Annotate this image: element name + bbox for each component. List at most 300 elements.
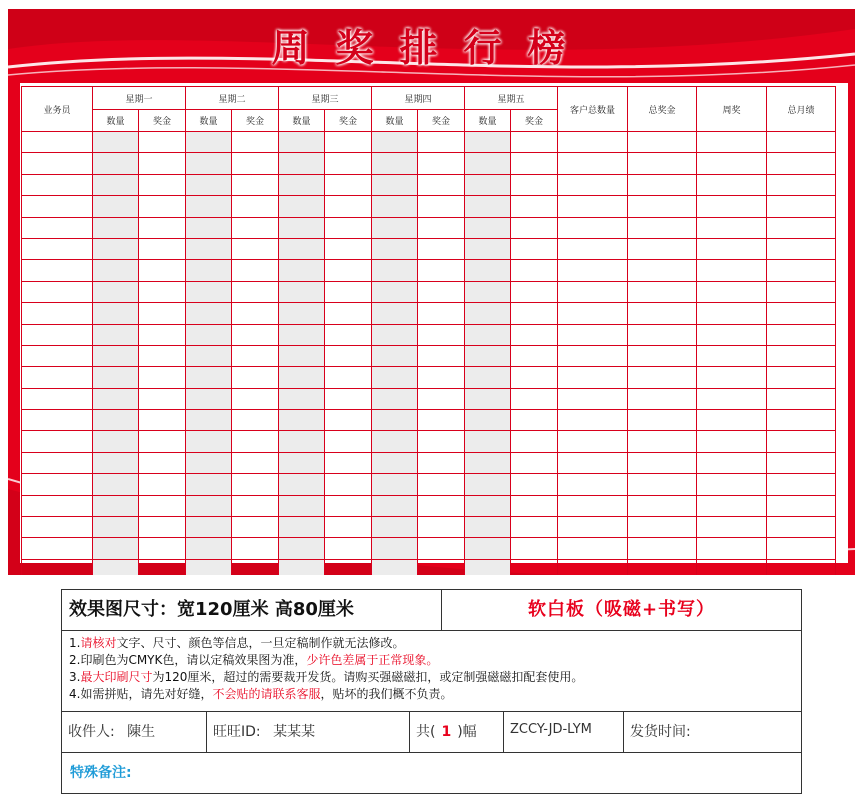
table-cell[interactable] — [139, 388, 186, 409]
table-cell[interactable] — [186, 388, 232, 409]
table-cell[interactable] — [186, 410, 232, 431]
table-cell[interactable] — [558, 431, 628, 452]
table-cell[interactable] — [139, 538, 186, 559]
table-cell[interactable] — [465, 153, 511, 174]
table-cell[interactable] — [372, 538, 418, 559]
table-cell[interactable] — [232, 303, 279, 324]
table-cell[interactable] — [232, 410, 279, 431]
table-cell[interactable] — [139, 281, 186, 302]
table-cell[interactable] — [232, 538, 279, 559]
table-cell[interactable] — [186, 324, 232, 345]
table-cell[interactable] — [22, 281, 93, 302]
table-cell[interactable] — [558, 517, 628, 538]
table-cell[interactable] — [186, 517, 232, 538]
table-cell[interactable] — [418, 538, 465, 559]
table-cell[interactable] — [139, 410, 186, 431]
table-cell[interactable] — [279, 431, 325, 452]
table-cell[interactable] — [767, 238, 836, 259]
table-cell[interactable] — [139, 132, 186, 153]
table-cell[interactable] — [22, 153, 93, 174]
table-cell[interactable] — [628, 345, 697, 366]
table-cell[interactable] — [418, 303, 465, 324]
table-cell[interactable] — [186, 452, 232, 473]
table-cell[interactable] — [628, 303, 697, 324]
table-cell[interactable] — [139, 303, 186, 324]
table-cell[interactable] — [279, 174, 325, 195]
table-cell[interactable] — [465, 452, 511, 473]
table-cell[interactable] — [325, 495, 372, 516]
table-cell[interactable] — [511, 452, 558, 473]
table-cell[interactable] — [767, 474, 836, 495]
table-cell[interactable] — [558, 174, 628, 195]
table-cell[interactable] — [511, 517, 558, 538]
table-cell[interactable] — [186, 495, 232, 516]
table-cell[interactable] — [22, 345, 93, 366]
table-cell[interactable] — [697, 324, 767, 345]
table-cell[interactable] — [465, 559, 511, 575]
table-cell[interactable] — [628, 410, 697, 431]
table-cell[interactable] — [767, 303, 836, 324]
table-cell[interactable] — [558, 303, 628, 324]
table-cell[interactable] — [418, 196, 465, 217]
table-cell[interactable] — [22, 217, 93, 238]
table-cell[interactable] — [558, 153, 628, 174]
table-cell[interactable] — [93, 324, 139, 345]
table-cell[interactable] — [22, 431, 93, 452]
table-cell[interactable] — [232, 345, 279, 366]
table-cell[interactable] — [697, 345, 767, 366]
table-cell[interactable] — [697, 495, 767, 516]
table-cell[interactable] — [22, 367, 93, 388]
table-cell[interactable] — [372, 324, 418, 345]
table-cell[interactable] — [511, 238, 558, 259]
table-cell[interactable] — [418, 174, 465, 195]
table-cell[interactable] — [628, 474, 697, 495]
table-cell[interactable] — [279, 132, 325, 153]
table-cell[interactable] — [628, 196, 697, 217]
table-cell[interactable] — [186, 474, 232, 495]
table-cell[interactable] — [139, 345, 186, 366]
table-cell[interactable] — [511, 153, 558, 174]
table-cell[interactable] — [325, 388, 372, 409]
table-cell[interactable] — [186, 559, 232, 575]
table-cell[interactable] — [186, 217, 232, 238]
table-cell[interactable] — [697, 388, 767, 409]
table-cell[interactable] — [697, 559, 767, 575]
table-cell[interactable] — [232, 153, 279, 174]
table-cell[interactable] — [372, 517, 418, 538]
table-cell[interactable] — [139, 217, 186, 238]
table-cell[interactable] — [465, 196, 511, 217]
table-cell[interactable] — [418, 388, 465, 409]
table-cell[interactable] — [22, 388, 93, 409]
table-cell[interactable] — [628, 132, 697, 153]
table-cell[interactable] — [279, 538, 325, 559]
table-cell[interactable] — [232, 517, 279, 538]
table-cell[interactable] — [279, 367, 325, 388]
table-cell[interactable] — [232, 495, 279, 516]
table-cell[interactable] — [767, 517, 836, 538]
table-cell[interactable] — [372, 303, 418, 324]
table-cell[interactable] — [372, 153, 418, 174]
table-cell[interactable] — [279, 303, 325, 324]
table-cell[interactable] — [511, 538, 558, 559]
table-cell[interactable] — [93, 303, 139, 324]
table-cell[interactable] — [279, 260, 325, 281]
table-cell[interactable] — [697, 196, 767, 217]
table-cell[interactable] — [465, 217, 511, 238]
table-cell[interactable] — [418, 474, 465, 495]
table-cell[interactable] — [279, 474, 325, 495]
table-cell[interactable] — [372, 474, 418, 495]
table-cell[interactable] — [465, 174, 511, 195]
table-cell[interactable] — [628, 517, 697, 538]
table-cell[interactable] — [511, 431, 558, 452]
table-cell[interactable] — [325, 217, 372, 238]
table-cell[interactable] — [325, 324, 372, 345]
table-cell[interactable] — [697, 281, 767, 302]
table-cell[interactable] — [325, 238, 372, 259]
table-cell[interactable] — [139, 495, 186, 516]
table-cell[interactable] — [418, 452, 465, 473]
table-cell[interactable] — [558, 367, 628, 388]
table-cell[interactable] — [22, 474, 93, 495]
table-cell[interactable] — [22, 559, 93, 575]
table-cell[interactable] — [186, 367, 232, 388]
table-cell[interactable] — [325, 153, 372, 174]
table-cell[interactable] — [232, 196, 279, 217]
table-cell[interactable] — [372, 410, 418, 431]
table-cell[interactable] — [325, 281, 372, 302]
table-cell[interactable] — [279, 153, 325, 174]
table-cell[interactable] — [465, 345, 511, 366]
table-cell[interactable] — [139, 238, 186, 259]
table-cell[interactable] — [232, 324, 279, 345]
table-cell[interactable] — [511, 281, 558, 302]
table-cell[interactable] — [325, 431, 372, 452]
table-cell[interactable] — [767, 495, 836, 516]
table-cell[interactable] — [186, 132, 232, 153]
table-cell[interactable] — [558, 196, 628, 217]
table-cell[interactable] — [418, 517, 465, 538]
table-cell[interactable] — [465, 495, 511, 516]
table-cell[interactable] — [418, 217, 465, 238]
table-cell[interactable] — [465, 367, 511, 388]
table-cell[interactable] — [372, 260, 418, 281]
table-cell[interactable] — [93, 559, 139, 575]
table-cell[interactable] — [767, 132, 836, 153]
table-cell[interactable] — [279, 238, 325, 259]
table-cell[interactable] — [418, 238, 465, 259]
table-cell[interactable] — [232, 367, 279, 388]
table-cell[interactable] — [767, 196, 836, 217]
table-cell[interactable] — [558, 281, 628, 302]
table-cell[interactable] — [22, 517, 93, 538]
table-cell[interactable] — [511, 474, 558, 495]
table-cell[interactable] — [93, 238, 139, 259]
table-cell[interactable] — [372, 217, 418, 238]
table-cell[interactable] — [418, 281, 465, 302]
table-cell[interactable] — [372, 238, 418, 259]
table-cell[interactable] — [465, 260, 511, 281]
table-cell[interactable] — [418, 410, 465, 431]
table-cell[interactable] — [22, 196, 93, 217]
table-cell[interactable] — [139, 431, 186, 452]
table-cell[interactable] — [186, 174, 232, 195]
table-cell[interactable] — [372, 559, 418, 575]
table-cell[interactable] — [558, 559, 628, 575]
table-cell[interactable] — [93, 431, 139, 452]
table-cell[interactable] — [279, 196, 325, 217]
table-cell[interactable] — [325, 132, 372, 153]
table-cell[interactable] — [697, 303, 767, 324]
table-cell[interactable] — [511, 260, 558, 281]
table-cell[interactable] — [232, 431, 279, 452]
table-cell[interactable] — [325, 367, 372, 388]
table-cell[interactable] — [325, 196, 372, 217]
table-cell[interactable] — [465, 303, 511, 324]
table-cell[interactable] — [767, 153, 836, 174]
table-cell[interactable] — [139, 324, 186, 345]
table-cell[interactable] — [372, 281, 418, 302]
table-cell[interactable] — [558, 345, 628, 366]
table-cell[interactable] — [465, 538, 511, 559]
table-cell[interactable] — [511, 410, 558, 431]
table-cell[interactable] — [511, 196, 558, 217]
table-cell[interactable] — [418, 495, 465, 516]
table-cell[interactable] — [186, 281, 232, 302]
table-cell[interactable] — [22, 452, 93, 473]
table-cell[interactable] — [511, 217, 558, 238]
table-cell[interactable] — [697, 367, 767, 388]
table-cell[interactable] — [93, 260, 139, 281]
table-cell[interactable] — [511, 303, 558, 324]
table-cell[interactable] — [628, 559, 697, 575]
table-cell[interactable] — [93, 281, 139, 302]
table-cell[interactable] — [186, 238, 232, 259]
table-cell[interactable] — [628, 153, 697, 174]
table-cell[interactable] — [418, 345, 465, 366]
table-cell[interactable] — [465, 388, 511, 409]
table-cell[interactable] — [697, 238, 767, 259]
table-cell[interactable] — [558, 132, 628, 153]
table-cell[interactable] — [767, 367, 836, 388]
table-cell[interactable] — [558, 538, 628, 559]
table-cell[interactable] — [22, 303, 93, 324]
table-cell[interactable] — [465, 410, 511, 431]
table-cell[interactable] — [697, 474, 767, 495]
table-cell[interactable] — [767, 345, 836, 366]
table-cell[interactable] — [628, 238, 697, 259]
table-cell[interactable] — [279, 495, 325, 516]
table-cell[interactable] — [558, 410, 628, 431]
table-cell[interactable] — [767, 217, 836, 238]
table-cell[interactable] — [139, 452, 186, 473]
table-cell[interactable] — [232, 260, 279, 281]
table-cell[interactable] — [628, 260, 697, 281]
table-cell[interactable] — [697, 132, 767, 153]
table-cell[interactable] — [186, 153, 232, 174]
table-cell[interactable] — [372, 367, 418, 388]
table-cell[interactable] — [22, 174, 93, 195]
table-cell[interactable] — [558, 452, 628, 473]
table-cell[interactable] — [372, 452, 418, 473]
table-cell[interactable] — [697, 538, 767, 559]
table-cell[interactable] — [325, 260, 372, 281]
table-cell[interactable] — [465, 281, 511, 302]
table-cell[interactable] — [628, 324, 697, 345]
table-cell[interactable] — [558, 217, 628, 238]
table-cell[interactable] — [139, 517, 186, 538]
table-cell[interactable] — [93, 367, 139, 388]
table-cell[interactable] — [767, 538, 836, 559]
table-cell[interactable] — [93, 217, 139, 238]
table-cell[interactable] — [767, 281, 836, 302]
table-cell[interactable] — [418, 324, 465, 345]
table-cell[interactable] — [232, 388, 279, 409]
table-cell[interactable] — [767, 324, 836, 345]
table-cell[interactable] — [372, 345, 418, 366]
table-cell[interactable] — [93, 174, 139, 195]
table-cell[interactable] — [232, 174, 279, 195]
table-cell[interactable] — [628, 281, 697, 302]
table-cell[interactable] — [628, 452, 697, 473]
table-cell[interactable] — [418, 132, 465, 153]
table-cell[interactable] — [697, 153, 767, 174]
table-cell[interactable] — [22, 238, 93, 259]
table-cell[interactable] — [279, 324, 325, 345]
table-cell[interactable] — [511, 132, 558, 153]
table-cell[interactable] — [558, 260, 628, 281]
table-cell[interactable] — [93, 517, 139, 538]
table-cell[interactable] — [22, 132, 93, 153]
table-cell[interactable] — [418, 559, 465, 575]
table-cell[interactable] — [325, 410, 372, 431]
table-cell[interactable] — [628, 174, 697, 195]
table-cell[interactable] — [22, 324, 93, 345]
table-cell[interactable] — [465, 431, 511, 452]
table-cell[interactable] — [93, 495, 139, 516]
table-cell[interactable] — [279, 217, 325, 238]
table-cell[interactable] — [372, 431, 418, 452]
table-cell[interactable] — [372, 388, 418, 409]
table-cell[interactable] — [465, 324, 511, 345]
table-cell[interactable] — [418, 367, 465, 388]
table-cell[interactable] — [232, 281, 279, 302]
table-cell[interactable] — [767, 452, 836, 473]
table-cell[interactable] — [93, 474, 139, 495]
table-cell[interactable] — [325, 174, 372, 195]
table-cell[interactable] — [628, 217, 697, 238]
table-cell[interactable] — [279, 517, 325, 538]
table-cell[interactable] — [697, 217, 767, 238]
table-cell[interactable] — [628, 495, 697, 516]
table-cell[interactable] — [279, 281, 325, 302]
table-cell[interactable] — [418, 153, 465, 174]
table-cell[interactable] — [22, 260, 93, 281]
table-cell[interactable] — [139, 474, 186, 495]
table-cell[interactable] — [22, 495, 93, 516]
table-cell[interactable] — [697, 517, 767, 538]
table-cell[interactable] — [628, 538, 697, 559]
table-cell[interactable] — [767, 174, 836, 195]
table-cell[interactable] — [139, 559, 186, 575]
table-cell[interactable] — [139, 174, 186, 195]
table-cell[interactable] — [697, 452, 767, 473]
table-cell[interactable] — [697, 431, 767, 452]
table-cell[interactable] — [511, 345, 558, 366]
table-cell[interactable] — [511, 388, 558, 409]
table-cell[interactable] — [279, 559, 325, 575]
table-cell[interactable] — [232, 238, 279, 259]
table-cell[interactable] — [22, 410, 93, 431]
table-cell[interactable] — [767, 559, 836, 575]
table-cell[interactable] — [628, 431, 697, 452]
table-cell[interactable] — [186, 538, 232, 559]
table-cell[interactable] — [232, 559, 279, 575]
table-cell[interactable] — [465, 474, 511, 495]
table-cell[interactable] — [279, 388, 325, 409]
table-cell[interactable] — [418, 260, 465, 281]
table-cell[interactable] — [558, 324, 628, 345]
table-cell[interactable] — [93, 410, 139, 431]
table-cell[interactable] — [558, 388, 628, 409]
table-cell[interactable] — [93, 153, 139, 174]
table-cell[interactable] — [186, 431, 232, 452]
table-cell[interactable] — [325, 345, 372, 366]
table-cell[interactable] — [325, 474, 372, 495]
table-cell[interactable] — [93, 538, 139, 559]
table-cell[interactable] — [465, 517, 511, 538]
table-cell[interactable] — [93, 345, 139, 366]
table-cell[interactable] — [767, 260, 836, 281]
table-cell[interactable] — [511, 559, 558, 575]
table-cell[interactable] — [372, 174, 418, 195]
table-cell[interactable] — [139, 196, 186, 217]
table-cell[interactable] — [372, 495, 418, 516]
table-cell[interactable] — [279, 410, 325, 431]
table-cell[interactable] — [279, 345, 325, 366]
table-cell[interactable] — [511, 495, 558, 516]
table-cell[interactable] — [372, 196, 418, 217]
table-cell[interactable] — [767, 431, 836, 452]
table-cell[interactable] — [325, 559, 372, 575]
table-cell[interactable] — [767, 410, 836, 431]
table-cell[interactable] — [93, 452, 139, 473]
table-cell[interactable] — [325, 517, 372, 538]
table-cell[interactable] — [511, 174, 558, 195]
table-cell[interactable] — [186, 303, 232, 324]
table-cell[interactable] — [139, 367, 186, 388]
table-cell[interactable] — [418, 431, 465, 452]
table-cell[interactable] — [186, 260, 232, 281]
table-cell[interactable] — [93, 196, 139, 217]
table-cell[interactable] — [186, 345, 232, 366]
table-cell[interactable] — [325, 452, 372, 473]
table-cell[interactable] — [325, 303, 372, 324]
table-cell[interactable] — [697, 260, 767, 281]
table-cell[interactable] — [139, 153, 186, 174]
table-cell[interactable] — [93, 388, 139, 409]
table-cell[interactable] — [232, 474, 279, 495]
table-cell[interactable] — [767, 388, 836, 409]
table-cell[interactable] — [325, 538, 372, 559]
table-cell[interactable] — [558, 495, 628, 516]
table-cell[interactable] — [697, 410, 767, 431]
table-cell[interactable] — [232, 217, 279, 238]
table-cell[interactable] — [232, 132, 279, 153]
table-cell[interactable] — [232, 452, 279, 473]
